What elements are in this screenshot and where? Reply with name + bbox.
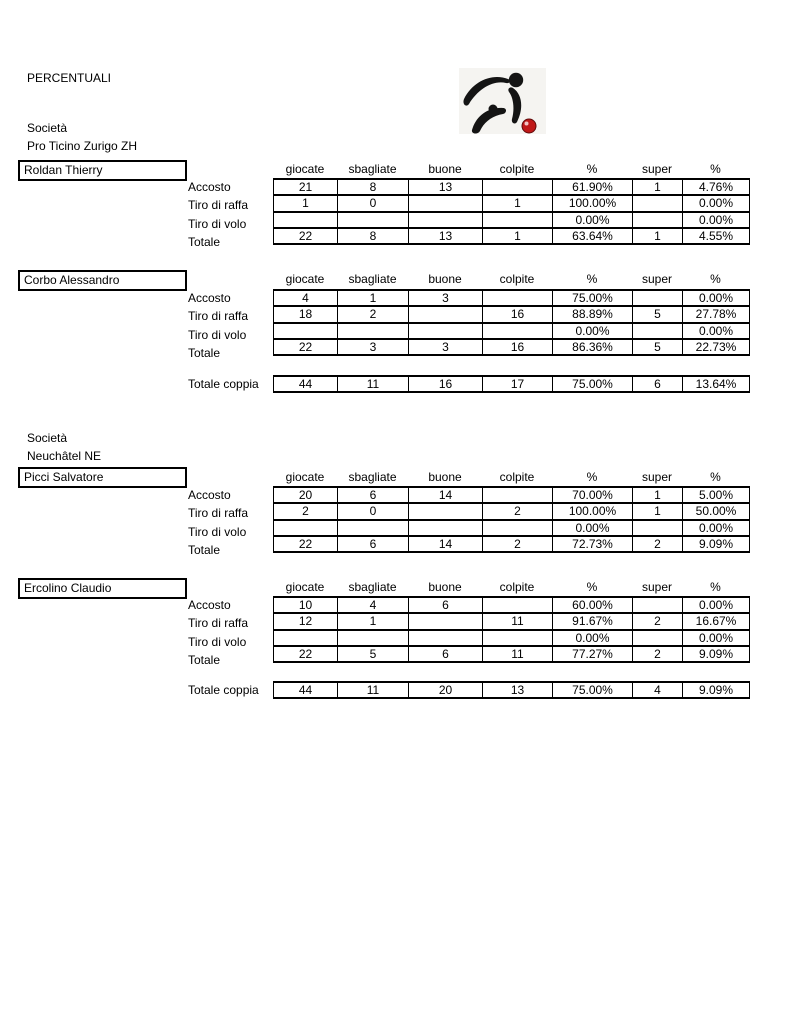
stat-cell <box>633 290 683 306</box>
table-row <box>274 487 750 503</box>
table-row <box>274 228 750 244</box>
column-header: buone <box>428 162 462 176</box>
stat-cell: 75.00% <box>553 290 633 306</box>
table-row <box>274 376 750 392</box>
column-header: % <box>586 470 598 484</box>
stat-cell: 1 <box>633 179 683 195</box>
table-row <box>274 290 750 306</box>
column-header: giocate <box>285 272 325 286</box>
column-header: % <box>586 272 598 286</box>
stat-cell: 11 <box>483 646 553 662</box>
column-header: colpite <box>499 470 535 484</box>
stat-cell: 63.64% <box>553 228 633 244</box>
stat-cell <box>633 597 683 613</box>
stat-cell: 6 <box>633 376 683 392</box>
stat-cell <box>483 630 553 646</box>
stat-cell: 75.00% <box>553 376 633 392</box>
stat-cell: 9.09% <box>683 682 750 698</box>
societa-label: Società <box>27 431 68 445</box>
stat-cell: 1 <box>338 613 409 629</box>
stat-cell: 1 <box>633 228 683 244</box>
stat-cell: 22.73% <box>683 339 750 355</box>
table-row <box>274 630 750 646</box>
table-row <box>274 179 750 195</box>
stat-cell <box>274 323 338 339</box>
column-headers <box>273 162 749 176</box>
column-header: colpite <box>499 580 535 594</box>
column-header: % <box>710 470 721 484</box>
society-name: Pro Ticino Zurigo ZH <box>27 139 138 153</box>
stat-cell: 6 <box>409 597 483 613</box>
stat-cell: 2 <box>633 646 683 662</box>
totale-coppia-table <box>273 375 750 393</box>
column-header: giocate <box>285 580 325 594</box>
stat-cell: 2 <box>483 503 553 519</box>
stat-cell: 11 <box>338 376 409 392</box>
stat-cell: 0.00% <box>553 323 633 339</box>
stat-cell: 11 <box>338 682 409 698</box>
stat-cell <box>633 520 683 536</box>
row-label: Totale <box>188 542 221 557</box>
column-header: % <box>586 162 598 176</box>
table-row <box>274 646 750 662</box>
stat-cell: 61.90% <box>553 179 633 195</box>
stat-cell <box>483 597 553 613</box>
stat-cell: 14 <box>409 487 483 503</box>
column-header: sbagliate <box>348 470 397 484</box>
stat-cell: 0.00% <box>683 630 750 646</box>
column-header: super <box>641 162 673 176</box>
totale-coppia-label-wrap <box>188 681 259 699</box>
society-name: Neuchâtel NE <box>27 449 102 463</box>
stat-cell: 13 <box>409 228 483 244</box>
stat-cell: 8 <box>338 228 409 244</box>
stat-cell: 1 <box>338 290 409 306</box>
row-label: Accosto <box>188 488 231 502</box>
stat-cell <box>274 212 338 228</box>
stat-cell <box>483 323 553 339</box>
stat-cell: 0.00% <box>683 323 750 339</box>
stat-cell <box>274 520 338 536</box>
row-label: Totale <box>188 345 221 360</box>
column-header: super <box>641 470 673 484</box>
stat-cell: 13.64% <box>683 376 750 392</box>
stat-cell: 12 <box>274 613 338 629</box>
stat-cell: 5 <box>338 646 409 662</box>
column-headers <box>273 580 749 594</box>
row-label: Tiro di raffa <box>188 198 249 213</box>
player-name-box: Picci Salvatore <box>18 467 187 488</box>
player-head <box>509 73 523 87</box>
column-header: % <box>710 272 721 286</box>
stat-cell <box>483 212 553 228</box>
stat-cell: 0.00% <box>683 520 750 536</box>
stat-cell: 1 <box>633 487 683 503</box>
stat-cell <box>633 630 683 646</box>
stat-cell: 2 <box>338 306 409 322</box>
stat-cell <box>483 487 553 503</box>
page-title: PERCENTUALI <box>27 71 112 85</box>
stat-cell: 18 <box>274 306 338 322</box>
stat-cell <box>409 323 483 339</box>
row-label: Tiro di volo <box>188 524 247 539</box>
player-name-box: Roldan Thierry <box>18 160 187 181</box>
stat-cell <box>409 195 483 211</box>
stat-cell: 16 <box>409 376 483 392</box>
stat-cell: 70.00% <box>553 487 633 503</box>
stat-cell: 5.00% <box>683 487 750 503</box>
stat-cell: 0.00% <box>683 212 750 228</box>
column-header: colpite <box>499 272 535 286</box>
table-row <box>274 339 750 355</box>
stat-cell: 2 <box>274 503 338 519</box>
column-header: giocate <box>285 162 325 176</box>
stat-cell: 0.00% <box>553 520 633 536</box>
row-labels <box>188 289 248 362</box>
table-row <box>274 212 750 228</box>
table-row <box>274 682 750 698</box>
stat-cell: 0.00% <box>683 195 750 211</box>
column-header: colpite <box>499 162 535 176</box>
column-header: buone <box>428 272 462 286</box>
row-label: Tiro di volo <box>188 327 247 342</box>
stat-cell: 100.00% <box>553 195 633 211</box>
totale-coppia-table <box>273 681 750 699</box>
stat-cell: 1 <box>483 228 553 244</box>
stat-cell: 2 <box>633 536 683 552</box>
totale-coppia-label: Totale coppia <box>188 683 259 697</box>
stat-cell: 88.89% <box>553 306 633 322</box>
stat-cell: 1 <box>633 503 683 519</box>
column-header: sbagliate <box>348 580 397 594</box>
stat-cell: 16 <box>483 339 553 355</box>
row-label: Tiro di raffa <box>188 309 249 324</box>
stat-cell: 72.73% <box>553 536 633 552</box>
stat-cell: 3 <box>409 290 483 306</box>
stats-table <box>273 178 750 245</box>
column-header: buone <box>428 470 462 484</box>
column-headers <box>273 272 749 286</box>
stat-cell: 22 <box>274 646 338 662</box>
row-label: Accosto <box>188 291 231 305</box>
stat-cell: 2 <box>483 536 553 552</box>
stat-cell: 22 <box>274 536 338 552</box>
stat-cell: 21 <box>274 179 338 195</box>
stat-cell: 17 <box>483 376 553 392</box>
column-header: giocate <box>285 470 325 484</box>
stat-cell: 27.78% <box>683 306 750 322</box>
table-row <box>274 503 750 519</box>
stat-cell: 1 <box>274 195 338 211</box>
stat-cell: 20 <box>274 487 338 503</box>
player-name-box: Ercolino Claudio <box>18 578 187 599</box>
stat-cell <box>338 630 409 646</box>
stat-cell: 2 <box>633 613 683 629</box>
stat-cell <box>409 520 483 536</box>
stats-table <box>273 289 750 356</box>
stat-cell <box>483 179 553 195</box>
stat-cell <box>409 503 483 519</box>
row-label: Accosto <box>188 180 231 194</box>
row-label: Tiro di raffa <box>188 616 249 631</box>
stat-cell: 0 <box>338 195 409 211</box>
column-header: super <box>641 272 673 286</box>
stat-cell: 44 <box>274 376 338 392</box>
column-header: buone <box>428 580 462 594</box>
stat-cell: 3 <box>409 339 483 355</box>
column-header: sbagliate <box>348 272 397 286</box>
stat-cell: 4 <box>274 290 338 306</box>
stat-cell: 10 <box>274 597 338 613</box>
stat-cell: 50.00% <box>683 503 750 519</box>
stat-cell: 13 <box>409 179 483 195</box>
row-label: Totale <box>188 234 221 249</box>
club-logo <box>459 68 546 134</box>
table-row <box>274 306 750 322</box>
stat-cell: 0.00% <box>683 597 750 613</box>
stat-cell <box>338 212 409 228</box>
column-header: sbagliate <box>348 162 397 176</box>
stat-cell: 44 <box>274 682 338 698</box>
stat-cell: 75.00% <box>553 682 633 698</box>
stat-cell: 9.09% <box>683 646 750 662</box>
row-label: Accosto <box>188 598 231 612</box>
column-header: super <box>641 580 673 594</box>
stat-cell <box>633 212 683 228</box>
stat-cell <box>483 520 553 536</box>
stat-cell: 22 <box>274 339 338 355</box>
stat-cell: 16 <box>483 306 553 322</box>
row-labels <box>188 178 248 251</box>
totale-coppia-label-wrap <box>188 375 259 393</box>
stat-cell: 22 <box>274 228 338 244</box>
stat-cell: 4 <box>338 597 409 613</box>
table-row <box>274 613 750 629</box>
stat-cell <box>409 630 483 646</box>
stat-cell: 14 <box>409 536 483 552</box>
row-labels <box>188 596 248 669</box>
stat-cell: 91.67% <box>553 613 633 629</box>
column-header: % <box>710 162 721 176</box>
ball-highlight <box>525 122 529 126</box>
stat-cell: 8 <box>338 179 409 195</box>
row-label: Tiro di raffa <box>188 506 249 521</box>
stat-cell: 3 <box>338 339 409 355</box>
table-row <box>274 323 750 339</box>
stat-cell: 6 <box>409 646 483 662</box>
table-row <box>274 520 750 536</box>
stat-cell: 5 <box>633 306 683 322</box>
societa-label: Società <box>27 121 68 135</box>
stat-cell: 16.67% <box>683 613 750 629</box>
stat-cell: 6 <box>338 536 409 552</box>
stat-cell: 5 <box>633 339 683 355</box>
stats-table <box>273 596 750 663</box>
stat-cell: 20 <box>409 682 483 698</box>
stat-cell <box>338 323 409 339</box>
stat-cell <box>409 306 483 322</box>
stat-cell: 6 <box>338 487 409 503</box>
column-headers <box>273 470 749 484</box>
table-row <box>274 597 750 613</box>
stat-cell: 0 <box>338 503 409 519</box>
player-name-box: Corbo Alessandro <box>18 270 187 291</box>
row-label: Tiro di volo <box>188 216 247 231</box>
stat-cell: 0.00% <box>553 212 633 228</box>
stat-cell: 4.76% <box>683 179 750 195</box>
stat-cell <box>338 520 409 536</box>
stat-cell: 77.27% <box>553 646 633 662</box>
table-row <box>274 536 750 552</box>
bocce-player-icon <box>459 68 546 134</box>
stat-cell <box>274 630 338 646</box>
stat-cell: 11 <box>483 613 553 629</box>
stat-cell <box>409 212 483 228</box>
stat-cell: 13 <box>483 682 553 698</box>
stat-cell: 4.55% <box>683 228 750 244</box>
stat-cell <box>633 195 683 211</box>
stat-cell <box>633 323 683 339</box>
column-header: % <box>710 580 721 594</box>
stat-cell: 9.09% <box>683 536 750 552</box>
stat-cell: 4 <box>633 682 683 698</box>
stat-cell: 60.00% <box>553 597 633 613</box>
stat-cell: 100.00% <box>553 503 633 519</box>
row-labels <box>188 486 248 559</box>
totale-coppia-label: Totale coppia <box>188 377 259 391</box>
stat-cell <box>483 290 553 306</box>
table-row <box>274 195 750 211</box>
row-label: Totale <box>188 652 221 667</box>
stats-table <box>273 486 750 553</box>
column-header: % <box>586 580 598 594</box>
red-boccia-ball <box>522 119 536 133</box>
stat-cell: 0.00% <box>553 630 633 646</box>
stat-cell: 0.00% <box>683 290 750 306</box>
stat-cell: 86.36% <box>553 339 633 355</box>
stat-cell <box>409 613 483 629</box>
stat-cell: 1 <box>483 195 553 211</box>
row-label: Tiro di volo <box>188 634 247 649</box>
